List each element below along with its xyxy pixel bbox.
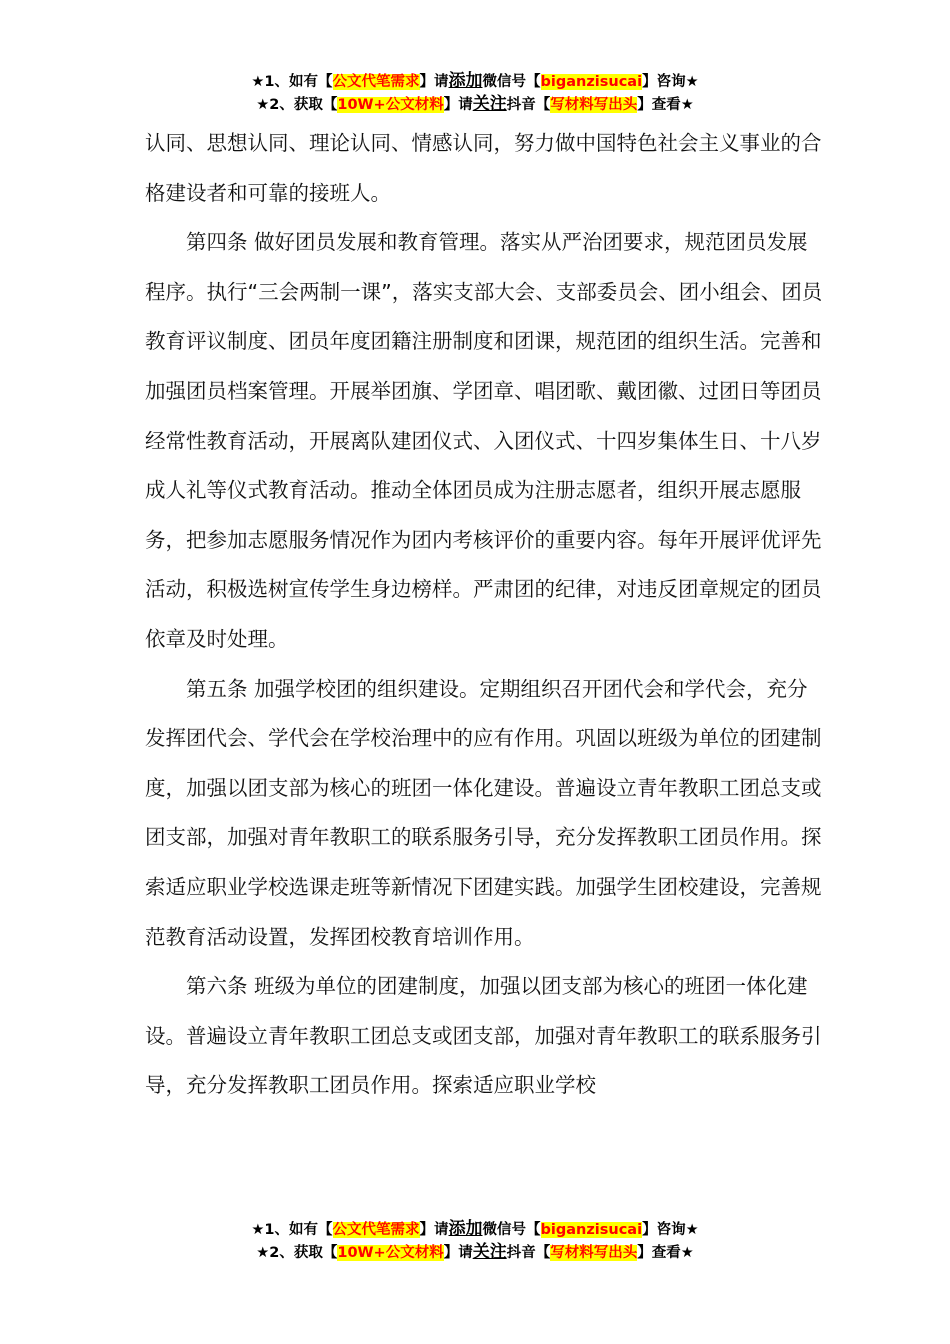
banner-text: 2、获取【 — [269, 97, 338, 113]
star-icon: ★ — [685, 1222, 699, 1238]
banner-text: 】请 — [443, 1245, 473, 1261]
banner-text: 抖音【 — [506, 1245, 551, 1261]
header-banner — [0, 70, 950, 116]
star-icon: ★ — [256, 1245, 270, 1261]
highlight-text: 写材料写出头 — [550, 97, 638, 113]
highlight-text: 写材料写出头 — [550, 1245, 638, 1261]
banner-line-1 — [0, 1218, 950, 1241]
footer-banner — [0, 1218, 950, 1264]
highlight-text: biganzisucai — [540, 1222, 643, 1238]
banner-text: 】咨询 — [642, 1222, 686, 1238]
paragraph-article-4: 第四条 做好团员发展和教育管理。落实从严治团要求，规范团员发展程序。执行“三会两制一课”，落实支部大会、支部委员会、团小组会、团员教育评议制度、团员年度团籍注册制度和团课，规范团的组织生活。完善和加强团员档案管理。开展举团旗、学团章、唱团歌、戴团徽、过团日等团员经常性教育活动，开展离队建团仪式、入团仪式、十四岁集体生日、十八岁成人礼等仪式教育活动。推动全体团员成为注册志愿者，组织开展志愿服务，把参加志愿服务情况作为团内考核评价的重要内容。每年开展评优评先活动，积极选树宣传学生身边榜样。严肃团的纪律，对违反团章规定的团员依章及时处理。 — [145, 230, 823, 651]
banner-text: 】咨询 — [642, 74, 686, 90]
highlight-text: biganzisucai — [540, 74, 643, 90]
banner-text: 微信号【 — [482, 1222, 541, 1238]
emphasis-text: 关注 — [472, 94, 507, 114]
banner-text: 】查看 — [637, 1245, 681, 1261]
highlight-text: 公文代笔需求 — [332, 74, 420, 90]
highlight-text: 10W+公文材料 — [337, 1245, 444, 1261]
banner-text: 抖音【 — [506, 97, 551, 113]
star-icon: ★ — [680, 1245, 694, 1261]
star-icon: ★ — [251, 1222, 265, 1238]
banner-text: 1、如有【 — [264, 1222, 333, 1238]
emphasis-text: 添加 — [448, 1219, 483, 1239]
paragraph-article-5: 第五条 加强学校团的组织建设。定期组织召开团代会和学代会，充分发挥团代会、学代会在学校治理中的应有作用。巩固以班级为单位的团建制度，加强以团支部为核心的班团一体化建设。普遍设立青年教职工团总支或团支部，加强对青年教职工的联系服务引导，充分发挥教职工团员作用。探索适应职业学校选课走班等新情况下团建实践。加强学生团校建设，完善规范教育活动设置，发挥团校教育培训作用。 — [145, 676, 822, 949]
emphasis-text: 关注 — [472, 1242, 507, 1262]
banner-text: 】请 — [419, 1222, 449, 1238]
banner-text: 1、如有【 — [264, 74, 333, 90]
paragraph-continuation: 认同、思想认同、理论认同、情感认同，努力做中国特色社会主义事业的合格建设者和可靠的接班人。 — [145, 131, 822, 205]
highlight-text: 公文代笔需求 — [332, 1222, 420, 1238]
paragraph-article-6: 第六条 班级为单位的团建制度，加强以团支部为核心的班团一体化建设。普遍设立青年教职工团总支或团支部，加强对青年教职工的联系服务引导，充分发挥教职工团员作用。探索适应职业学校 — [145, 974, 822, 1098]
banner-line-2 — [0, 1241, 950, 1264]
banner-text: 2、获取【 — [269, 1245, 338, 1261]
star-icon: ★ — [685, 74, 699, 90]
banner-text: 】请 — [419, 74, 449, 90]
banner-text: 微信号【 — [482, 74, 541, 90]
banner-line-2 — [0, 93, 950, 116]
banner-text: 】查看 — [637, 97, 681, 113]
banner-text: 】请 — [443, 97, 473, 113]
star-icon: ★ — [680, 97, 694, 113]
star-icon: ★ — [256, 97, 270, 113]
highlight-text: 10W+公文材料 — [337, 97, 444, 113]
emphasis-text: 添加 — [448, 71, 483, 91]
document-body — [145, 119, 825, 1111]
star-icon: ★ — [251, 74, 265, 90]
banner-line-1 — [0, 70, 950, 93]
